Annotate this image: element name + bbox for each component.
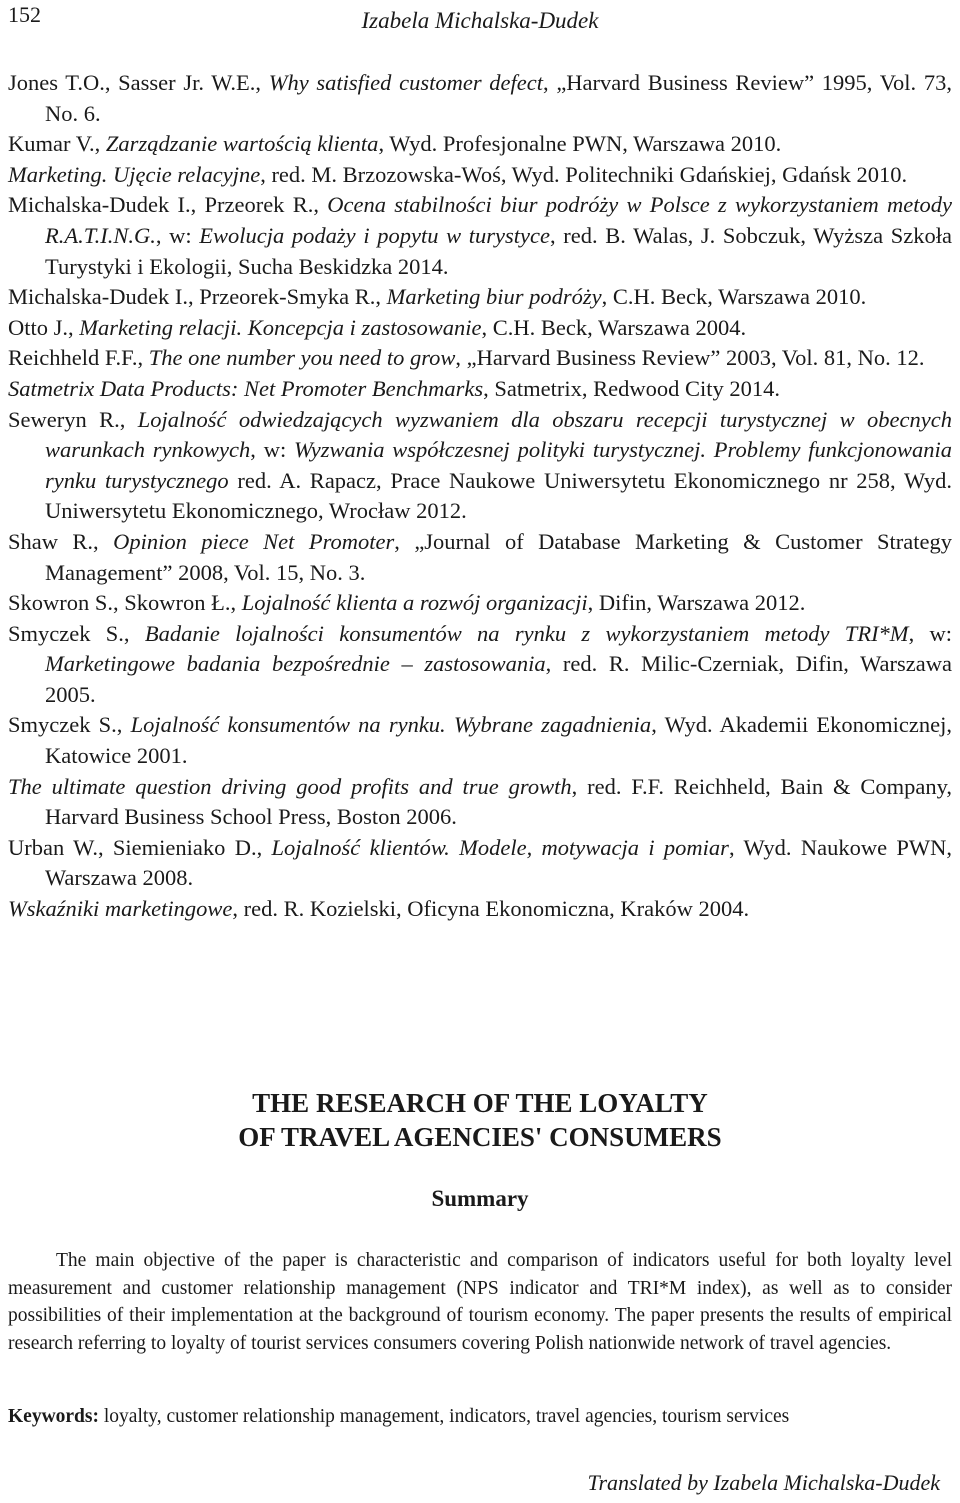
reference-text: , w: bbox=[250, 437, 295, 463]
reference-title: Wyzwania współczesnej polityki turystycznej. Problemy funkcjonowania rynku turystycznego bbox=[45, 437, 952, 493]
page-number: 152 bbox=[8, 2, 41, 27]
reference-text: Skowron S., Skowron Ł., bbox=[8, 590, 242, 616]
reference-text: , red. B. Walas, J. Sobczuk, Wyższa Szkoła Turystyki i Ekologii, Sucha Beskidzka 2014. bbox=[45, 222, 952, 279]
reference-title: Opinion piece Net Promoter bbox=[113, 528, 395, 554]
english-title-line-1: THE RESEARCH OF THE LOYALTY bbox=[252, 1088, 708, 1118]
reference-text: Jones T.O., Sasser Jr. W.E., bbox=[8, 70, 269, 95]
reference-title: Ocena stabilności biur podróży w Polsce z wykorzystaniem metody R.A.T.I.N.G. bbox=[45, 192, 952, 248]
reference-text: , C.H. Beck, Warszawa 2010. bbox=[601, 284, 867, 310]
reference-entry bbox=[8, 68, 952, 129]
reference-title: Lojalność konsumentów na rynku. Wybrane zagadnienia bbox=[130, 712, 652, 738]
reference-title: Zarządzanie wartością klienta bbox=[105, 131, 379, 157]
reference-entry bbox=[8, 343, 952, 374]
bibliography-list bbox=[8, 68, 952, 925]
reference-title: Marketing. Ujęcie relacyjne bbox=[8, 161, 261, 187]
reference-text: , „Harvard Business Review” 1995, Vol. 73, No. 6. bbox=[45, 70, 952, 126]
reference-title: Lojalność odwiedzających wyzwaniem dla obszaru recepcji turystycznej w obecnych warunkach rynkowych bbox=[45, 406, 952, 463]
reference-text: Seweryn R., bbox=[8, 406, 138, 432]
reference-text: , Difin, Warszawa 2012. bbox=[587, 590, 806, 616]
summary-heading: Summary bbox=[431, 1186, 529, 1211]
reference-title: Marketingowe badania bezpośrednie – zastosowania bbox=[45, 651, 546, 677]
reference-title: Ewolucja podaży i popytu w turystyce bbox=[199, 222, 550, 248]
reference-title: Badanie lojalności konsumentów na rynku z wykorzystaniem metody TRI*M bbox=[144, 620, 909, 646]
running-head-author: Izabela Michalska-Dudek bbox=[361, 8, 599, 33]
reference-text: , w: bbox=[908, 620, 953, 646]
reference-entry bbox=[8, 374, 952, 405]
keywords-paragraph bbox=[8, 1403, 952, 1431]
reference-title: Why satisfied customer defect bbox=[268, 70, 543, 95]
reference-text: , Wyd. Profesjonalne PWN, Warszawa 2010. bbox=[378, 131, 782, 157]
translator-note: Translated by Izabela Michalska-Dudek bbox=[587, 1470, 940, 1495]
reference-entry bbox=[8, 710, 952, 771]
reference-text: , w: bbox=[155, 222, 200, 248]
reference-text: , red. R. Kozielski, Oficyna Ekonomiczna, Kraków 2004. bbox=[232, 896, 750, 922]
reference-text: , „Journal of Database Marketing & Customer Strategy Management” 2008, Vol. 15, No. 3. bbox=[45, 528, 952, 585]
reference-text: Kumar V., bbox=[8, 131, 106, 157]
reference-text: Michalska-Dudek I., Przeorek-Smyka R., bbox=[8, 284, 387, 310]
keywords-label: Keywords: bbox=[8, 1406, 99, 1427]
english-title bbox=[0, 1086, 960, 1154]
reference-entry bbox=[8, 129, 952, 160]
reference-text: , Satmetrix, Redwood City 2014. bbox=[483, 375, 781, 401]
reference-title: Marketing biur podróży bbox=[386, 284, 602, 310]
reference-entry bbox=[8, 772, 952, 833]
reference-text: Reichheld F.F., bbox=[8, 345, 149, 371]
reference-title: Lojalność klientów. Modele, motywacja i pomiar bbox=[271, 834, 729, 860]
reference-entry bbox=[8, 282, 952, 313]
english-title-line-2: OF TRAVEL AGENCIES' CONSUMERS bbox=[238, 1122, 722, 1152]
reference-title: Satmetrix Data Products: Net Promoter Benchmarks bbox=[8, 375, 484, 401]
abstract-text: The main objective of the paper is characteristic and comparison of indicators useful for both loyalty level measurement and customer relationship management (NPS indicator and TRI*M index), as well as to consider possibilities of their implementation at the background of tourism economy. The paper presents the results of empirical research referring to loyalty of tourist services consumers covering Polish nationwide network of travel agencies. bbox=[8, 1250, 952, 1354]
keywords-text: loyalty, customer relationship management, indicators, travel agencies, tourism services bbox=[99, 1406, 790, 1427]
reference-text: , „Harvard Business Review” 2003, Vol. 81, No. 12. bbox=[455, 345, 925, 371]
reference-text: , Wyd. Akademii Ekonomicznej, Katowice 2001. bbox=[45, 712, 952, 769]
reference-text: Smyczek S., bbox=[8, 620, 145, 646]
reference-text: , red. M. Brzozowska-Woś, Wyd. Politechniki Gdańskiej, Gdańsk 2010. bbox=[260, 161, 908, 187]
reference-text: Shaw R., bbox=[8, 528, 114, 554]
reference-text: red. A. Rapacz, Prace Naukowe Uniwersytetu Ekonomicznego nr 258, Wyd. Uniwersytetu Ekonomicznego, Wrocław 2012. bbox=[45, 467, 952, 524]
reference-title: Wskaźniki marketingowe bbox=[8, 896, 233, 922]
reference-text: , C.H. Beck, Warszawa 2004. bbox=[481, 314, 747, 340]
reference-text: Otto J., bbox=[8, 314, 80, 340]
reference-title: The one number you need to grow bbox=[148, 345, 456, 371]
reference-title: Lojalność klienta a rozwój organizacji bbox=[241, 590, 588, 616]
reference-entry bbox=[8, 527, 952, 588]
reference-text: Michalska-Dudek I., Przeorek R., bbox=[8, 192, 328, 218]
reference-text: Urban W., Siemieniako D., bbox=[8, 834, 272, 860]
reference-entry bbox=[8, 313, 952, 344]
reference-title: Marketing relacji. Koncepcja i zastosowanie bbox=[79, 314, 482, 340]
reference-entry bbox=[8, 160, 952, 191]
reference-entry bbox=[8, 619, 952, 711]
page-header bbox=[8, 2, 952, 38]
reference-text: , red. R. Milic-Czerniak, Difin, Warszawa 2005. bbox=[45, 651, 952, 707]
reference-text: , Wyd. Naukowe PWN, Warszawa 2008. bbox=[45, 834, 953, 891]
reference-entry bbox=[8, 588, 952, 619]
reference-text: Smyczek S., bbox=[8, 712, 131, 738]
reference-entry bbox=[8, 894, 952, 925]
reference-entry bbox=[8, 833, 952, 894]
reference-text: , red. F.F. Reichheld, Bain & Company, Harvard Business School Press, Boston 2006. bbox=[45, 773, 952, 830]
reference-entry bbox=[8, 405, 952, 527]
reference-entry bbox=[8, 190, 952, 282]
reference-title: The ultimate question driving good profits and true growth bbox=[8, 773, 572, 799]
